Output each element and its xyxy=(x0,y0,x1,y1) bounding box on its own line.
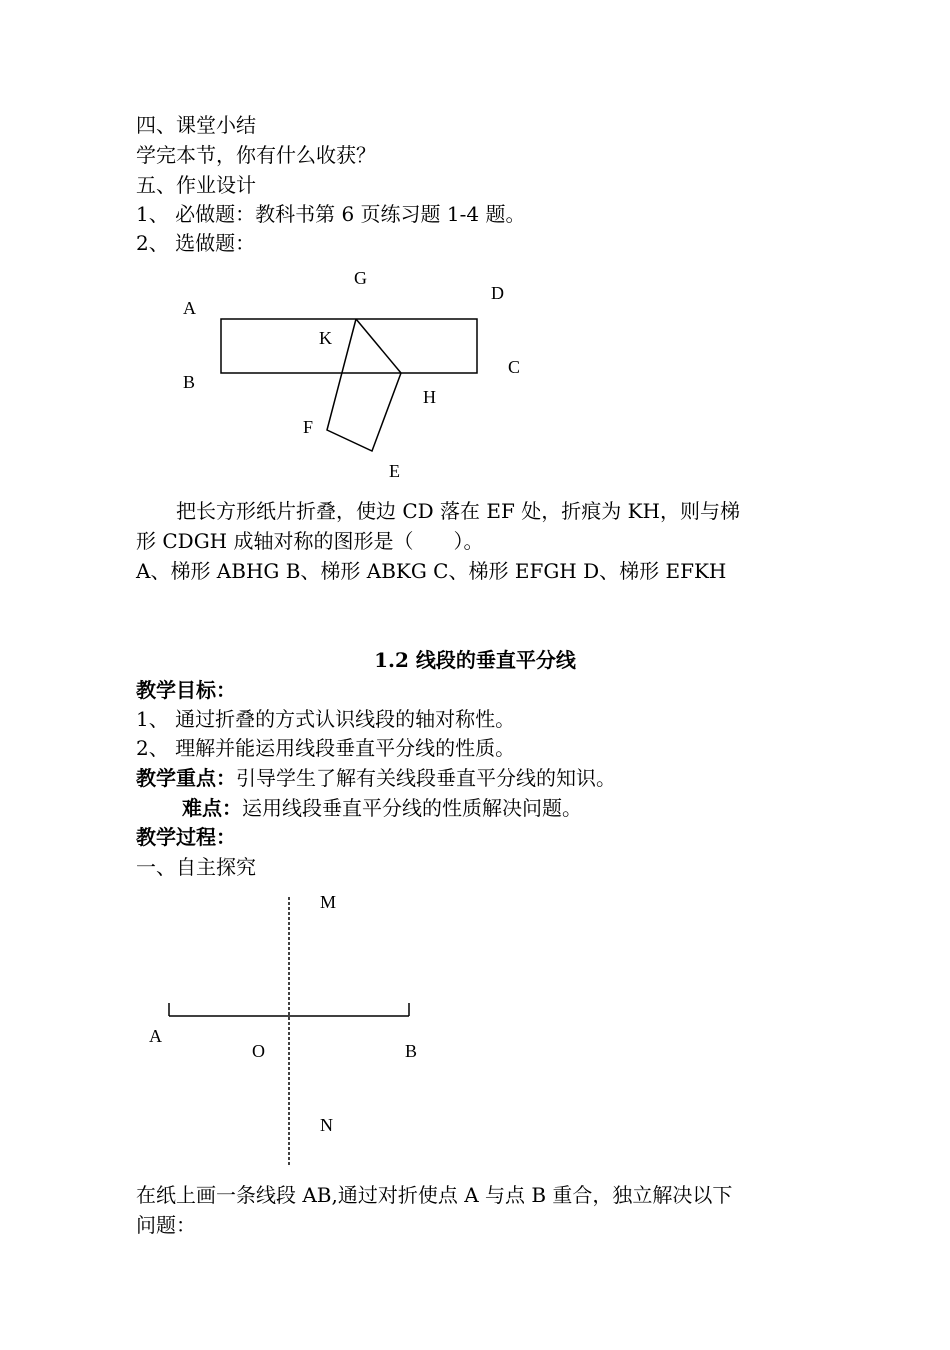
process-label: 教学过程： xyxy=(136,825,236,849)
difficulty-label: 难点： xyxy=(182,796,242,820)
section4-question: 学完本节，你有什么收获？ xyxy=(136,143,376,167)
label-a2: A xyxy=(149,1026,162,1046)
step-1-heading: 一、自主探究 xyxy=(136,855,256,879)
label-m: M xyxy=(320,892,337,912)
keypoint-label: 教学重点： xyxy=(136,766,236,790)
label-e: E xyxy=(389,461,400,481)
label-k: K xyxy=(319,328,332,348)
label-f: F xyxy=(303,417,314,437)
objective-2: 2、 理解并能运用线段垂直平分线的性质。 xyxy=(136,736,516,760)
difficulty-text: 运用线段垂直平分线的性质解决问题。 xyxy=(242,796,582,820)
keypoint-text: 引导学生了解有关线段垂直平分线的知识。 xyxy=(236,766,616,790)
label-d: D xyxy=(491,283,504,303)
label-n: N xyxy=(320,1115,333,1135)
label-h: H xyxy=(423,387,436,407)
closing-line-1: 在纸上画一条线段 AB,通过对折使点 A 与点 B 重合，独立解决以下 xyxy=(136,1183,733,1207)
label-b2: B xyxy=(405,1041,418,1061)
homework-item-2: 2、 选做题： xyxy=(136,231,256,255)
objectives-label: 教学目标： xyxy=(136,678,236,702)
label-o: O xyxy=(252,1041,265,1061)
homework-item-1: 1、 必做题：教科书第 6 页练习题 1-4 题。 xyxy=(136,202,526,226)
lesson-title: 1.2 线段的垂直平分线 xyxy=(374,648,576,672)
label-g: G xyxy=(354,268,367,288)
label-c: C xyxy=(508,357,521,377)
objective-1: 1、 通过折叠的方式认识线段的轴对称性。 xyxy=(136,707,516,731)
section5-heading: 五、作业设计 xyxy=(136,173,256,197)
label-b: B xyxy=(183,372,196,392)
problem-text-line-2: 形 CDGH 成轴对称的图形是（ ）。 xyxy=(136,529,484,553)
label-a: A xyxy=(183,298,196,318)
problem-options: A、梯形 ABHG B、梯形 ABKG C、梯形 EFGH D、梯形 EFKH xyxy=(136,559,727,583)
section4-heading: 四、课堂小结 xyxy=(136,113,256,137)
closing-line-2: 问题： xyxy=(136,1213,196,1237)
problem-text-line-1: 把长方形纸片折叠，使边 CD 落在 EF 处，折痕为 KH，则与梯 xyxy=(136,499,740,523)
